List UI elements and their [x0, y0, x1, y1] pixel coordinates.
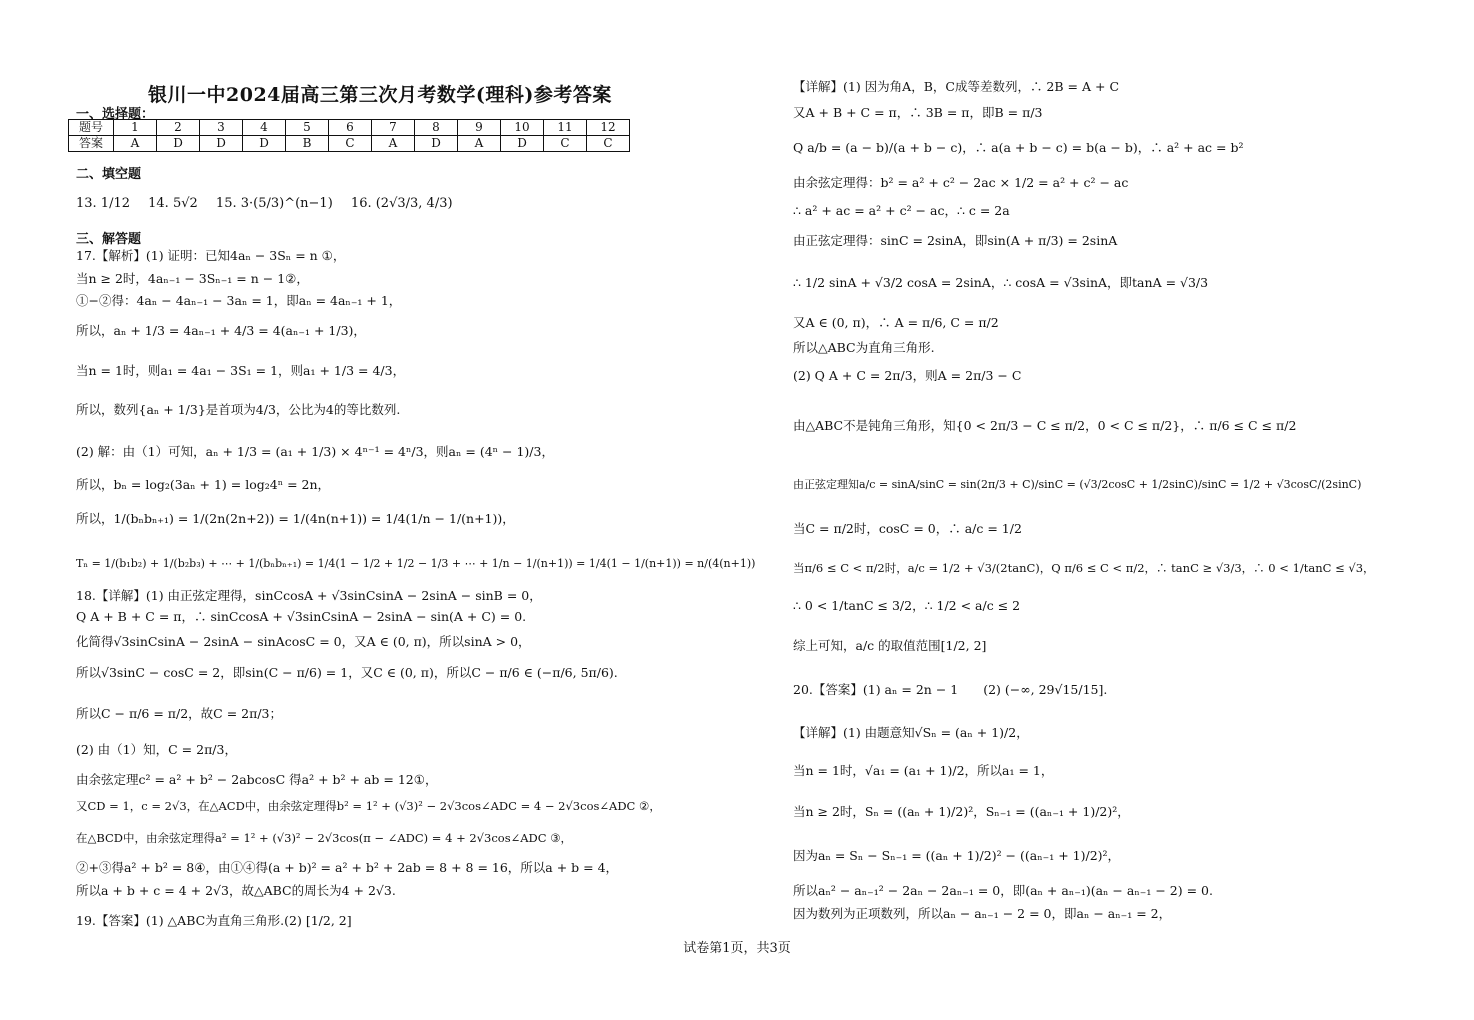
- table-cell: D: [501, 136, 544, 152]
- table-cell: 2: [157, 120, 200, 136]
- table-cell: 题号: [69, 120, 114, 136]
- table-cell: 10: [501, 120, 544, 136]
- table-cell: 1: [114, 120, 157, 136]
- left-line: 17.【解析】(1) 证明：已知4aₙ − 3Sₙ = n ①，: [76, 248, 346, 263]
- left-line: 所以，1/(bₙbₙ₊₁) = 1/(2n(2n+2)) = 1/(4n(n+1)) = 1/4(1/n − 1/(n+1))，: [76, 511, 515, 526]
- left-line: 18.【详解】(1) 由正弦定理得，sinCcosA + √3sinCsinA − 2sinA − sinB = 0，: [76, 588, 542, 603]
- table-cell: C: [329, 136, 372, 152]
- left-line: 所以C − π/6 = π/2，故C = 2π/3；: [76, 706, 282, 721]
- left-line: 又CD = 1，c = 2√3，在△ACD中，由余弦定理得b² = 1² + (√3)² − 2√3cos∠ADC = 4 − 2√3cos∠ADC ②，: [76, 799, 661, 813]
- right-line: 又A ∈ (0, π)，∴ A = π/6, C = π/2: [793, 315, 999, 330]
- table-cell: D: [200, 136, 243, 152]
- left-line: 所以√3sinC − cosC = 2，即sin(C − π/6) = 1，又C ∈ (0, π)，所以C − π/6 ∈ (−π/6, 5π/6).: [76, 665, 618, 680]
- right-line: 所以aₙ² − aₙ₋₁² − 2aₙ − 2aₙ₋₁ = 0，即(aₙ + aₙ₋₁)(aₙ − aₙ₋₁ − 2) = 0.: [793, 883, 1213, 898]
- right-line: 因为aₙ = Sₙ − Sₙ₋₁ = ((aₙ + 1)/2)² − ((aₙ₋₁ + 1)/2)²，: [793, 848, 1121, 863]
- table-cell: D: [415, 136, 458, 152]
- right-line: (2) Q A + C = 2π/3，则A = 2π/3 − C: [793, 368, 1022, 383]
- right-line: ∴ a² + ac = a² + c² − ac，∴ c = 2a: [793, 203, 1010, 218]
- table-cell: A: [458, 136, 501, 152]
- table-cell: 5: [286, 120, 329, 136]
- left-line: 19.【答案】(1) △ABC为直角三角形.(2) [1/2, 2]: [76, 913, 352, 928]
- page-title: 银川一中2024届高三第三次月考数学(理科)参考答案: [148, 84, 612, 106]
- right-line: 20.【答案】(1) aₙ = 2n − 1 (2) (−∞, 29√15/15].: [793, 682, 1108, 697]
- fill-answers: [76, 196, 467, 211]
- fill-answer-15: 15. 3·(5/3)^(n−1): [215, 196, 333, 211]
- table-cell: 11: [544, 120, 587, 136]
- table-cell: 7: [372, 120, 415, 136]
- table-cell: D: [157, 136, 200, 152]
- table-cell: B: [286, 136, 329, 152]
- table-cell: 9: [458, 120, 501, 136]
- fill-answer-16: 16. (2√3/3, 4/3): [350, 196, 453, 211]
- left-line: ②+③得a² + b² = 8④，由①④得(a + b)² = a² + b² + 2ab = 8 + 8 = 16，所以a + b = 4，: [76, 860, 619, 875]
- right-line: 由正弦定理知a/c = sinA/sinC = sin(2π/3 + C)/sinC = (√3/2cosC + 1/2sinC)/sinC = 1/2 + √3cosC/(2sinC): [793, 478, 1362, 491]
- page-footer: 试卷第1页，共3页: [683, 941, 791, 956]
- left-line: Q A + B + C = π，∴ sinCcosA + √3sinCsinA − 2sinA − sin(A + C) = 0.: [76, 609, 527, 624]
- right-line: 当C = π/2时，cosC = 0，∴ a/c = 1/2: [793, 521, 1022, 536]
- left-line: 当n ≥ 2时，4aₙ₋₁ − 3Sₙ₋₁ = n − 1②，: [76, 271, 309, 286]
- left-line: (2) 由（1）知，C = 2π/3，: [76, 742, 237, 757]
- table-cell: A: [372, 136, 415, 152]
- fill-answer-13: 13. 1/12: [76, 196, 130, 211]
- table-cell: 12: [587, 120, 630, 136]
- table-row: [69, 120, 630, 136]
- left-line: 在△BCD中，由余弦定理得a² = 1² + (√3)² − 2√3cos(π − ∠ADC) = 4 + 2√3cos∠ADC ③，: [76, 831, 573, 845]
- left-line: 当n = 1时，则a₁ = 4a₁ − 3S₁ = 1，则a₁ + 1/3 = 4/3，: [76, 363, 406, 378]
- left-line: (2) 解：由（1）可知，aₙ + 1/3 = (a₁ + 1/3) × 4ⁿ⁻¹ = 4ⁿ/3，则aₙ = (4ⁿ − 1)/3，: [76, 444, 554, 459]
- left-line: 所以，bₙ = log₂(3aₙ + 1) = log₂4ⁿ = 2n，: [76, 477, 331, 492]
- table-cell: 4: [243, 120, 286, 136]
- right-line: Q a/b = (a − b)/(a + b − c)，∴ a(a + b − c) = b(a − b)，∴ a² + ac = b²: [793, 140, 1244, 155]
- left-line: 所以，数列{aₙ + 1/3}是首项为4/3，公比为4的等比数列.: [76, 402, 401, 417]
- right-line: 【详解】(1) 因为角A，B，C成等差数列，∴ 2B = A + C: [793, 79, 1120, 94]
- table-cell: 8: [415, 120, 458, 136]
- answer-table: [68, 119, 630, 152]
- section-choice-heading: 一、选择题：: [76, 107, 155, 122]
- table-cell: 答案: [69, 136, 114, 152]
- table-cell: A: [114, 136, 157, 152]
- right-line: 因为数列为正项数列，所以aₙ − aₙ₋₁ − 2 = 0，即aₙ − aₙ₋₁ = 2，: [793, 906, 1172, 921]
- table-cell: 6: [329, 120, 372, 136]
- left-line: Tₙ = 1/(b₁b₂) + 1/(b₂b₃) + ⋯ + 1/(bₙbₙ₊₁) = 1/4(1 − 1/2 + 1/2 − 1/3 + ⋯ + 1/n − 1/(n+1)) = 1/4(1 − 1/(n+1)) = n/(4(n+1)): [76, 557, 756, 570]
- table-cell: 3: [200, 120, 243, 136]
- right-line: 当π/6 ≤ C < π/2时，a/c = 1/2 + √3/(2tanC)，Q π/6 ≤ C < π/2，∴ tanC ≥ √3/3，∴ 0 < 1/tanC ≤ √3，: [793, 561, 1375, 575]
- section-solution-heading: 三、解答题: [76, 232, 142, 247]
- left-line: 所以，aₙ + 1/3 = 4aₙ₋₁ + 4/3 = 4(aₙ₋₁ + 1/3)，: [76, 323, 366, 338]
- section-fill-heading: 二、填空题: [76, 167, 142, 182]
- table-cell: C: [587, 136, 630, 152]
- left-line: 所以a + b + c = 4 + 2√3，故△ABC的周长为4 + 2√3.: [76, 883, 396, 898]
- right-line: ∴ 1/2 sinA + √3/2 cosA = 2sinA，∴ cosA = √3sinA，即tanA = √3/3: [793, 275, 1209, 290]
- right-line: 由正弦定理得：sinC = 2sinA，即sin(A + π/3) = 2sinA: [793, 233, 1118, 248]
- right-line: 所以△ABC为直角三角形.: [793, 340, 935, 355]
- right-line: 【详解】(1) 由题意知√Sₙ = (aₙ + 1)/2，: [793, 725, 1029, 740]
- left-line: 化简得√3sinCsinA − 2sinA − sinAcosC = 0，又A ∈ (0, π)，所以sinA > 0，: [76, 634, 531, 649]
- right-line: 又A + B + C = π，∴ 3B = π，即B = π/3: [793, 105, 1043, 120]
- table-row: [69, 136, 630, 152]
- right-line: 综上可知，a/c 的取值范围[1/2, 2]: [793, 638, 987, 653]
- left-line: ①−②得：4aₙ − 4aₙ₋₁ − 3aₙ = 1，即aₙ = 4aₙ₋₁ + 1，: [76, 293, 402, 308]
- right-line: ∴ 0 < 1/tanC ≤ 3/2，∴ 1/2 < a/c ≤ 2: [793, 598, 1021, 613]
- table-cell: D: [243, 136, 286, 152]
- right-line: 当n = 1时，√a₁ = (a₁ + 1)/2，所以a₁ = 1，: [793, 763, 1054, 778]
- right-line: 当n ≥ 2时，Sₙ = ((aₙ + 1)/2)²，Sₙ₋₁ = ((aₙ₋₁ + 1)/2)²，: [793, 804, 1130, 819]
- fill-answer-14: 14. 5√2: [148, 196, 198, 211]
- table-cell: C: [544, 136, 587, 152]
- left-line: 由余弦定理c² = a² + b² − 2abcosC 得a² + b² + ab = 12①，: [76, 772, 438, 787]
- right-line: 由△ABC不是钝角三角形，知{0 < 2π/3 − C ≤ π/2，0 < C ≤ π/2}，∴ π/6 ≤ C ≤ π/2: [793, 418, 1297, 433]
- right-line: 由余弦定理得：b² = a² + c² − 2ac × 1/2 = a² + c² − ac: [793, 175, 1129, 190]
